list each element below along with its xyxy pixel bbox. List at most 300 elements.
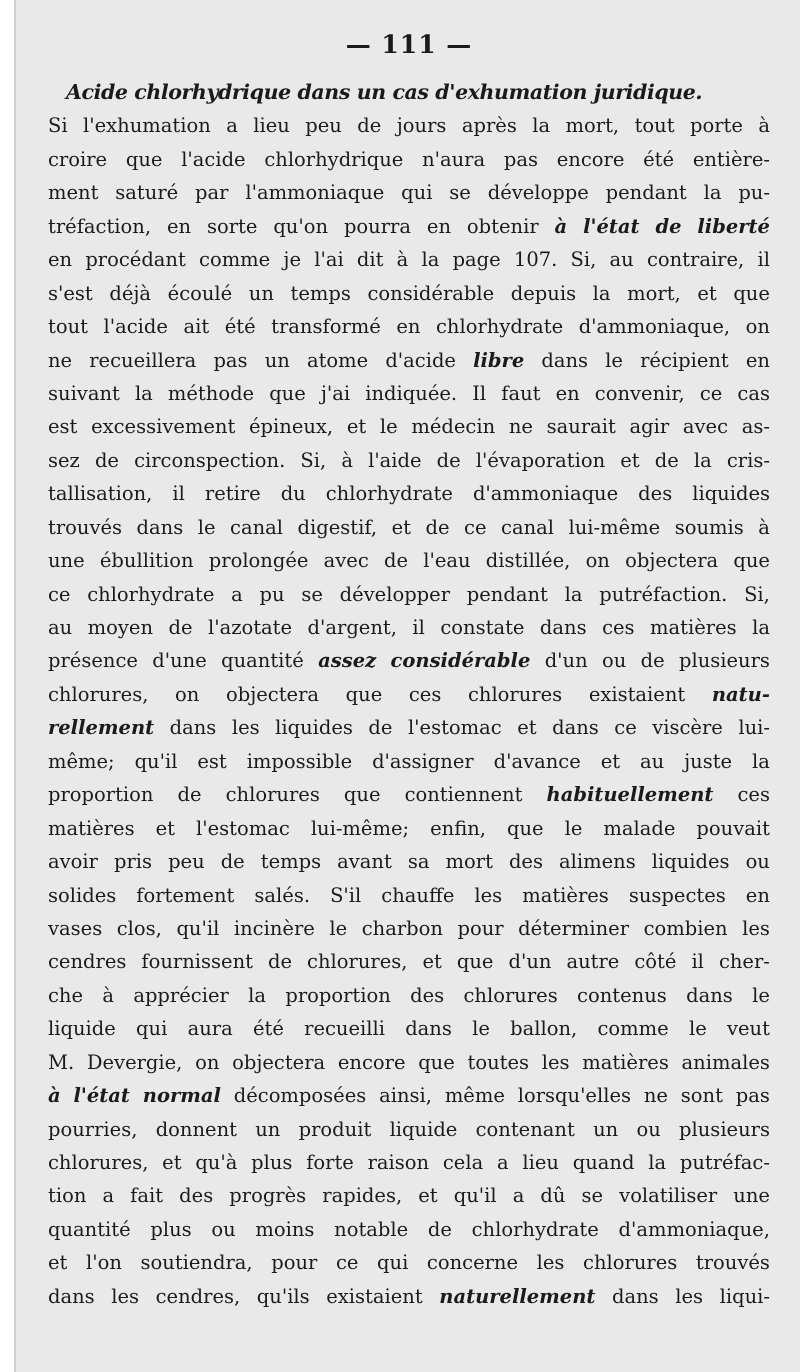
text-line bbox=[48, 778, 770, 811]
word: notable bbox=[334, 1217, 409, 1241]
word: et bbox=[391, 515, 411, 539]
word: qu'on bbox=[273, 214, 329, 238]
word: après bbox=[461, 114, 517, 138]
word: la bbox=[703, 181, 722, 205]
word: ballon, bbox=[510, 1017, 578, 1041]
word: les bbox=[474, 883, 503, 907]
word: a bbox=[226, 114, 238, 138]
word: dans bbox=[611, 1284, 659, 1308]
word: prolongée bbox=[208, 549, 309, 573]
word: ment bbox=[48, 181, 99, 205]
word: pu bbox=[259, 582, 285, 606]
word: le bbox=[605, 348, 623, 372]
word: atome bbox=[306, 348, 369, 372]
word: saturé bbox=[115, 181, 179, 205]
word: clos, bbox=[116, 916, 162, 940]
word: Si bbox=[48, 114, 68, 138]
word: existaient bbox=[588, 682, 686, 706]
text-line bbox=[48, 644, 770, 677]
text-line bbox=[48, 678, 770, 711]
word: apprécier bbox=[133, 983, 229, 1007]
word: de bbox=[427, 1217, 452, 1241]
word: le bbox=[752, 983, 770, 1007]
word: depuis bbox=[510, 281, 577, 305]
word: liquides bbox=[651, 850, 730, 874]
word: été bbox=[224, 315, 256, 339]
word: l'eau bbox=[423, 549, 471, 573]
word: l'ammoniaque bbox=[245, 181, 385, 205]
word: ce bbox=[699, 381, 723, 405]
word: est bbox=[48, 415, 78, 439]
word: chlorhydrate bbox=[87, 582, 215, 606]
word: un bbox=[255, 1117, 281, 1141]
word: ou bbox=[745, 850, 770, 874]
word: ces bbox=[737, 783, 770, 807]
word: un bbox=[248, 281, 274, 305]
word: de bbox=[268, 950, 293, 974]
word: et bbox=[48, 1251, 68, 1275]
word: malade bbox=[603, 816, 676, 840]
word: obtenir bbox=[466, 214, 539, 238]
word: présence bbox=[48, 649, 138, 673]
word: sont bbox=[680, 1084, 723, 1108]
word: qu'ils bbox=[256, 1284, 310, 1308]
word: un bbox=[264, 348, 290, 372]
word: d'ammoniaque bbox=[472, 482, 619, 506]
word: liquides bbox=[692, 482, 770, 506]
word: cendres, bbox=[155, 1284, 241, 1308]
word: qui bbox=[401, 181, 433, 205]
italic-word: assez bbox=[318, 649, 377, 673]
word: chlorhydrique bbox=[264, 147, 404, 171]
word: Si, bbox=[570, 248, 597, 272]
word: ainsi, bbox=[379, 1084, 432, 1108]
word: chlorhydrate bbox=[471, 1217, 599, 1241]
word: on bbox=[585, 549, 610, 573]
word: transformé bbox=[271, 315, 381, 339]
word: ces bbox=[408, 682, 442, 706]
word: l'acide bbox=[181, 147, 246, 171]
word: Devergie, bbox=[86, 1050, 183, 1074]
word: contraire, bbox=[646, 248, 745, 272]
word: ce bbox=[335, 1251, 359, 1275]
word: à bbox=[758, 114, 770, 138]
text-line bbox=[48, 812, 770, 845]
word: qu'il bbox=[134, 749, 178, 773]
text-line bbox=[48, 143, 770, 176]
word: est bbox=[197, 749, 227, 773]
word: d'ammoniaque, bbox=[578, 315, 731, 339]
word: retire bbox=[204, 482, 261, 506]
word: la bbox=[693, 448, 712, 472]
word: ne bbox=[643, 1084, 668, 1108]
text-line bbox=[48, 1079, 770, 1112]
word: la bbox=[752, 749, 770, 773]
word: je bbox=[283, 248, 302, 272]
word: juste bbox=[684, 749, 733, 773]
word: plus bbox=[251, 1151, 293, 1174]
italic-word: considérable bbox=[390, 649, 531, 673]
word: l'aide bbox=[368, 448, 422, 472]
word: d'un bbox=[508, 950, 552, 974]
word: lui-même bbox=[568, 515, 661, 539]
word: au bbox=[640, 749, 665, 773]
word: temps bbox=[260, 850, 322, 874]
word: proportion bbox=[285, 983, 391, 1007]
word: lui-même; bbox=[310, 816, 410, 840]
word: fortement bbox=[136, 883, 235, 907]
word: chlorures, bbox=[307, 950, 408, 974]
text-line bbox=[48, 845, 770, 878]
word: soumis bbox=[674, 515, 744, 539]
word: putréfac- bbox=[679, 1151, 770, 1174]
word: la bbox=[421, 248, 440, 272]
text-line bbox=[48, 1146, 770, 1179]
word: matières bbox=[522, 883, 609, 907]
word: la bbox=[592, 281, 611, 305]
word: liquide bbox=[48, 1017, 116, 1041]
word: en bbox=[555, 381, 580, 405]
word: et bbox=[422, 950, 442, 974]
text-line bbox=[48, 109, 770, 142]
text-line bbox=[48, 1246, 770, 1279]
word: et bbox=[620, 448, 640, 472]
word: chlorures, bbox=[48, 682, 149, 706]
word: a bbox=[102, 1184, 115, 1208]
word: l'évaporation bbox=[475, 448, 606, 472]
word: le bbox=[197, 515, 216, 539]
word: dû bbox=[540, 1184, 566, 1208]
text-line bbox=[48, 210, 770, 243]
word: on bbox=[175, 682, 200, 706]
word: pouvait bbox=[696, 816, 770, 840]
word: a bbox=[512, 1184, 525, 1208]
word: charbon bbox=[361, 916, 443, 940]
text-line bbox=[48, 310, 770, 343]
word: Si, bbox=[744, 582, 770, 606]
word: aura bbox=[187, 1017, 233, 1041]
word: avec bbox=[323, 549, 369, 573]
word: qu'il bbox=[453, 1184, 497, 1208]
word: récipient bbox=[640, 348, 729, 372]
word: donnent bbox=[155, 1117, 237, 1141]
word: autre bbox=[566, 950, 620, 974]
italic-word: natu- bbox=[711, 682, 770, 706]
word: proportion bbox=[48, 783, 154, 807]
word: il bbox=[691, 950, 704, 974]
word: qu'il bbox=[176, 916, 220, 940]
word: que bbox=[125, 147, 163, 171]
word: procédant bbox=[85, 248, 186, 272]
text-line bbox=[48, 912, 770, 945]
text-line bbox=[48, 344, 770, 377]
word: cher- bbox=[718, 950, 770, 974]
word: en bbox=[745, 348, 770, 372]
word: déterminer bbox=[518, 916, 630, 940]
word: de bbox=[220, 850, 245, 874]
word: ou bbox=[601, 649, 627, 673]
word: j'ai bbox=[320, 381, 351, 405]
word: en bbox=[166, 214, 192, 238]
word: il bbox=[172, 482, 185, 506]
word: d'assigner bbox=[372, 749, 474, 773]
word: combien bbox=[643, 916, 728, 940]
text-line bbox=[48, 444, 770, 477]
word: pu- bbox=[738, 181, 770, 205]
word: les bbox=[111, 1284, 140, 1308]
text-line bbox=[48, 979, 770, 1012]
word: S'il bbox=[330, 883, 362, 907]
word: l'ai bbox=[314, 248, 344, 272]
word: vases bbox=[48, 916, 103, 940]
word: veut bbox=[726, 1017, 770, 1041]
word: il bbox=[412, 616, 425, 639]
word: pendant bbox=[466, 582, 548, 606]
word: plusieurs bbox=[679, 1117, 770, 1141]
word: en bbox=[745, 883, 770, 907]
word: à bbox=[758, 515, 770, 539]
word: animales bbox=[681, 1050, 770, 1074]
word: lieu bbox=[522, 1151, 559, 1174]
text-line bbox=[48, 1280, 770, 1313]
word: ne bbox=[48, 348, 73, 372]
word: rapides, bbox=[322, 1184, 403, 1208]
word: tout bbox=[634, 114, 675, 138]
word: tout bbox=[48, 315, 88, 339]
word: le bbox=[329, 916, 348, 940]
word: que bbox=[733, 549, 770, 573]
word: un bbox=[593, 1117, 619, 1141]
word: la bbox=[752, 616, 770, 639]
word: saurait bbox=[546, 415, 616, 439]
word: suivant bbox=[48, 381, 120, 405]
word: dans bbox=[539, 616, 587, 639]
word: raison bbox=[367, 1151, 430, 1174]
word: a bbox=[231, 582, 243, 606]
word: de bbox=[168, 616, 193, 639]
word: l'acide bbox=[103, 315, 168, 339]
word: tion bbox=[48, 1184, 87, 1208]
text-line bbox=[48, 745, 770, 778]
word: matières bbox=[650, 616, 737, 639]
word: ne bbox=[508, 415, 533, 439]
word: liquide bbox=[389, 1117, 458, 1141]
word: moins bbox=[255, 1217, 315, 1241]
word: dans bbox=[169, 716, 217, 740]
word: trouvés bbox=[48, 515, 123, 539]
word: et bbox=[162, 1151, 182, 1174]
word: que bbox=[345, 682, 383, 706]
word: la bbox=[648, 1151, 667, 1174]
word: 107. bbox=[513, 248, 558, 272]
word: à bbox=[102, 983, 114, 1007]
word: que bbox=[343, 783, 381, 807]
word: on bbox=[195, 1050, 220, 1074]
word: excessivement bbox=[91, 415, 236, 439]
word: pour bbox=[457, 916, 504, 940]
word: de bbox=[436, 448, 461, 472]
word: solides bbox=[48, 883, 117, 907]
text-line bbox=[48, 1179, 770, 1212]
word: même bbox=[444, 1084, 505, 1108]
word: d'un bbox=[544, 649, 588, 673]
word: comme bbox=[199, 248, 271, 272]
word: mort, bbox=[565, 114, 620, 138]
word: en bbox=[396, 315, 421, 339]
word: chlorures bbox=[583, 1251, 678, 1275]
word: développe bbox=[487, 181, 589, 205]
word: alimens bbox=[559, 850, 636, 874]
word: se bbox=[581, 1184, 604, 1208]
word: dans bbox=[552, 716, 599, 740]
word: page bbox=[452, 248, 501, 272]
word: pendant bbox=[605, 181, 687, 205]
word: épineux, bbox=[249, 415, 334, 439]
word: d'avance bbox=[493, 749, 581, 773]
word: les bbox=[231, 716, 260, 740]
text-line bbox=[48, 277, 770, 310]
word: les bbox=[536, 1251, 565, 1275]
text-line bbox=[48, 511, 770, 544]
word: et bbox=[697, 281, 717, 305]
italic-word: rellement bbox=[48, 716, 155, 740]
word: se bbox=[449, 181, 471, 205]
word: encore bbox=[337, 1050, 406, 1074]
word: quand bbox=[572, 1151, 635, 1174]
word: chlorhydrate bbox=[435, 315, 564, 339]
word: en bbox=[426, 214, 452, 238]
word: volatiliser bbox=[619, 1184, 718, 1208]
italic-word: liberté bbox=[697, 214, 770, 238]
word: existaient bbox=[326, 1284, 423, 1308]
word: n'aura bbox=[422, 147, 486, 171]
word: putréfaction. bbox=[599, 582, 728, 606]
word: d'argent, bbox=[307, 616, 397, 639]
text-line bbox=[48, 611, 770, 644]
word: a bbox=[496, 1151, 509, 1174]
word: progrès bbox=[229, 1184, 307, 1208]
word: temps bbox=[290, 281, 351, 305]
word: de bbox=[654, 448, 679, 472]
word: encore bbox=[556, 147, 625, 171]
text-line bbox=[48, 176, 770, 209]
word: sez bbox=[48, 448, 80, 472]
word: à bbox=[341, 448, 353, 472]
text-line bbox=[48, 243, 770, 276]
word: été bbox=[643, 147, 675, 171]
word: pourries, bbox=[48, 1117, 138, 1141]
word: porte bbox=[689, 114, 743, 138]
word: ait bbox=[183, 315, 210, 339]
word: s'est bbox=[48, 281, 93, 305]
word: de bbox=[383, 549, 409, 573]
word: pas bbox=[213, 348, 248, 372]
text-line bbox=[48, 410, 770, 443]
word: sa bbox=[407, 850, 430, 874]
word: méthode bbox=[167, 381, 255, 405]
italic-word: l'état bbox=[73, 1084, 130, 1108]
word: à bbox=[396, 248, 409, 272]
word: chlorures, bbox=[48, 1151, 149, 1174]
word: concerne bbox=[426, 1251, 519, 1275]
word: d'acide bbox=[385, 348, 456, 372]
word: pas bbox=[503, 147, 539, 171]
word: la bbox=[564, 582, 583, 606]
word: forte bbox=[306, 1151, 354, 1174]
word: constate bbox=[440, 616, 525, 639]
word: fait bbox=[130, 1184, 164, 1208]
word: et bbox=[155, 816, 176, 840]
word: canal bbox=[501, 515, 554, 539]
word: une bbox=[48, 549, 85, 573]
text-line bbox=[48, 1113, 770, 1146]
word: chlorures bbox=[463, 983, 558, 1007]
word: de bbox=[640, 649, 665, 673]
word: et bbox=[517, 716, 537, 740]
word: du bbox=[280, 482, 306, 506]
word: la bbox=[134, 381, 153, 405]
word: de bbox=[94, 448, 119, 472]
word: des bbox=[179, 1184, 214, 1208]
word: des bbox=[410, 983, 445, 1007]
word: tréfaction, bbox=[48, 214, 152, 238]
word: une bbox=[733, 1184, 770, 1208]
italic-word: naturellement bbox=[439, 1284, 596, 1308]
word: lieu bbox=[253, 114, 290, 138]
word: objectera bbox=[625, 549, 719, 573]
word: avoir bbox=[48, 850, 98, 874]
word: fournissent bbox=[141, 950, 253, 974]
word: contenus bbox=[577, 983, 667, 1007]
word: faut bbox=[501, 381, 541, 405]
word: canal bbox=[230, 515, 284, 539]
italic-word: normal bbox=[142, 1084, 221, 1108]
word: la bbox=[248, 983, 267, 1007]
word: de bbox=[425, 515, 450, 539]
word: l'exhumation bbox=[83, 114, 211, 138]
word: de bbox=[368, 716, 393, 740]
word: été bbox=[252, 1017, 284, 1041]
word: que bbox=[506, 816, 544, 840]
word: par bbox=[195, 181, 229, 205]
word: le bbox=[472, 1017, 490, 1041]
word: indiquée. bbox=[365, 381, 458, 405]
word: as- bbox=[741, 415, 770, 439]
word: que bbox=[418, 1050, 455, 1074]
section-heading: Acide chlorhydrique dans un cas d'exhumation juridique. bbox=[66, 80, 703, 104]
word: Il bbox=[472, 381, 487, 405]
word: moyen bbox=[87, 616, 154, 639]
italic-word: à bbox=[554, 214, 568, 238]
word: que bbox=[456, 950, 494, 974]
word: ébullition bbox=[99, 549, 194, 573]
word: objectera bbox=[225, 682, 320, 706]
word: et bbox=[346, 415, 367, 439]
word: trouvés bbox=[695, 1251, 770, 1275]
word: incinère bbox=[233, 916, 315, 940]
word: soutiendra, bbox=[140, 1251, 253, 1275]
word: digestif, bbox=[297, 515, 378, 539]
text-line bbox=[48, 1012, 770, 1045]
word: mort, bbox=[627, 281, 681, 305]
word: produit bbox=[298, 1117, 372, 1141]
word: viscère bbox=[652, 716, 723, 740]
word: la bbox=[532, 114, 551, 138]
word: matières bbox=[48, 816, 135, 840]
word: distillée, bbox=[485, 549, 571, 573]
word: d'ammoniaque, bbox=[618, 1217, 770, 1241]
word: cris- bbox=[726, 448, 770, 472]
